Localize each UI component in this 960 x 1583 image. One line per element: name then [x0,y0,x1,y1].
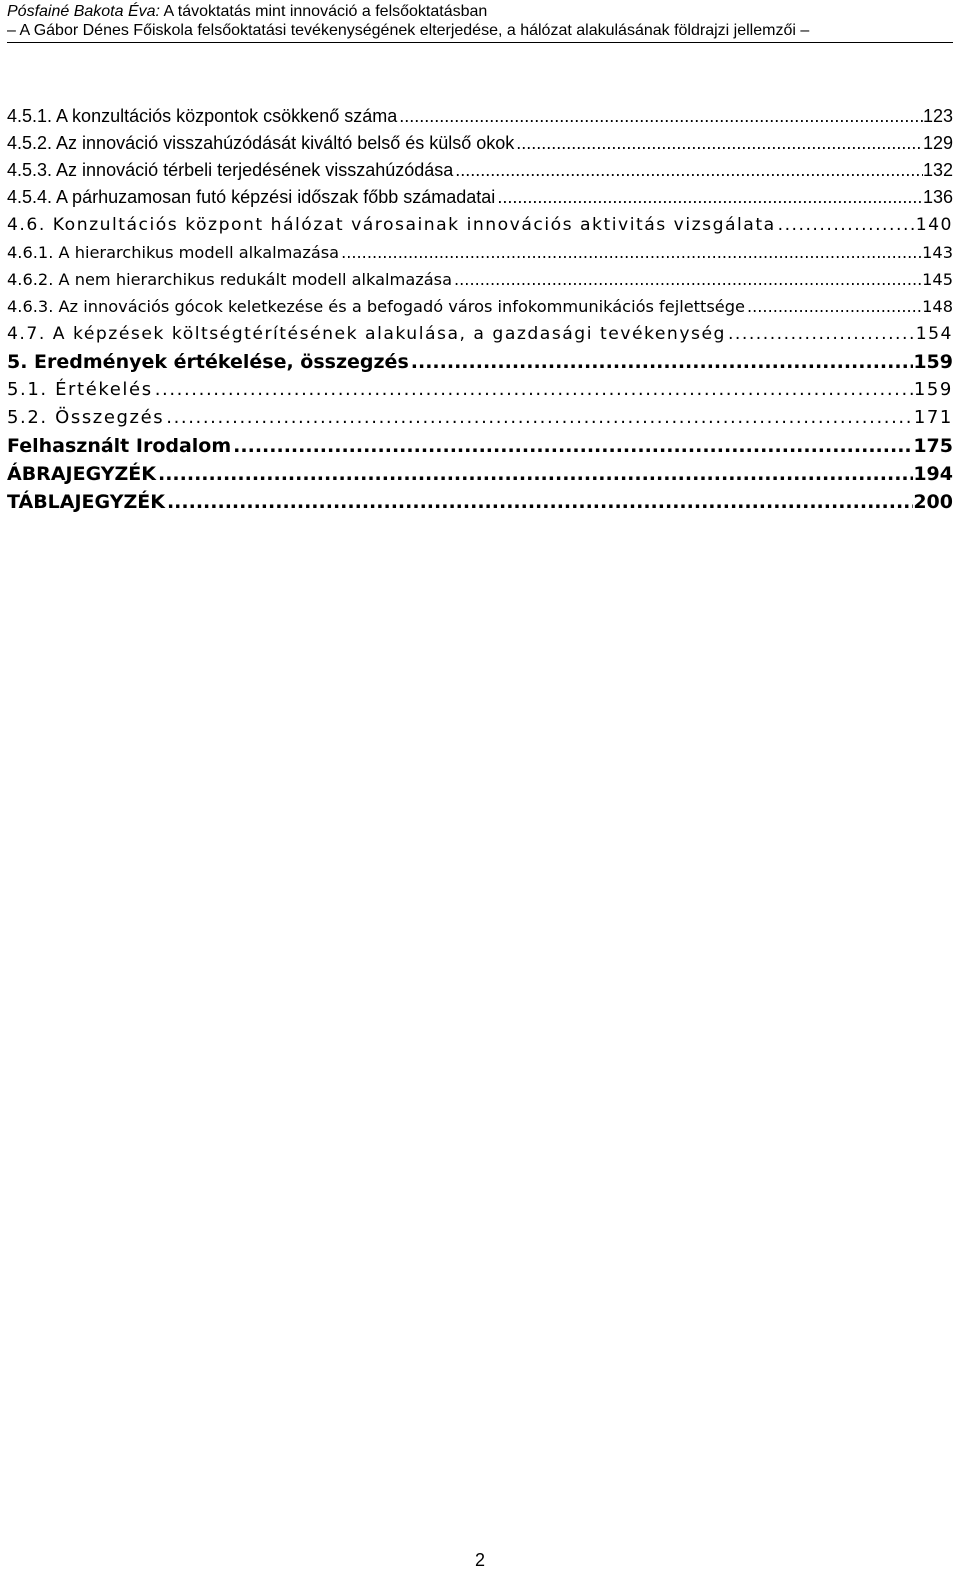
toc-entry-title: 5. Eredmények értékelése, összegzés [7,351,409,373]
header-title: A távoktatás mint innováció a felsőoktatásban [159,3,488,20]
toc-entry-title: 4.6.3. Az innovációs gócok keletkezése és a befogadó város infokommunikációs fejlettsége [7,297,745,316]
toc-dot-leader [455,157,923,184]
toc-entry[interactable] [7,320,953,348]
toc-entry-page: 175 [913,435,953,457]
toc-entry-page: 140 [915,215,953,235]
toc-entry-title: ÁBRAJEGYZÉK [7,463,156,485]
toc-entry[interactable] [7,239,953,266]
toc-entry-page: 143 [922,243,953,262]
header-author: Pósfainé Bakota Éva: [7,3,160,20]
toc-dot-leader [728,320,916,348]
toc-entry-title: 4.5.4. A párhuzamosan futó képzési időszak főbb számadatai [7,187,496,207]
toc-entry-title: 5.2. Összegzés [7,407,165,428]
toc-entry-page: 194 [913,463,953,485]
toc-dot-leader [399,103,923,130]
toc-entry-page: 159 [913,379,953,400]
toc-dot-leader [158,460,913,488]
toc-dot-leader [454,266,922,293]
toc-entry-page: 132 [922,160,953,180]
toc-entry-title: 4.7. A képzések költségtérítésének alakulása, a gazdasági tevékenység [7,324,726,344]
toc-entry-title: 4.6. Konzultációs központ hálózat városainak innovációs aktivitás vizsgálata [7,215,776,235]
toc-entry-page: 171 [913,407,953,428]
toc-entry-title: 5.1. Értékelés [7,379,153,400]
toc-entry[interactable] [7,184,953,211]
toc-entry-page: 148 [922,297,953,316]
running-header [7,2,953,43]
toc-entry-page: 136 [922,187,953,207]
toc-dot-leader [516,130,923,157]
toc-entry-title: TÁBLAJEGYZÉK [7,491,165,513]
header-subtitle: – A Gábor Dénes Főiskola felsőoktatási tevékenységének elterjedése, a hálózat alakulásának földrajzi jellemzői – [7,21,953,43]
toc-entry[interactable] [7,404,953,432]
toc-dot-leader [155,376,914,404]
toc-entry-page: 129 [922,133,953,153]
toc-dot-leader [233,432,913,460]
toc-entry-page: 145 [922,270,953,289]
toc-dot-leader [411,348,914,376]
toc-entry-title: 4.5.3. Az innováció térbeli terjedésének visszahúzódása [7,160,454,180]
toc-entry-page: 123 [922,106,953,126]
toc-entry[interactable] [7,130,953,157]
toc-dot-leader [341,239,922,266]
toc-dot-leader [747,293,922,320]
toc-entry-title: 4.6.1. A hierarchikus modell alkalmazása [7,243,340,262]
toc-entry-title: 4.6.2. A nem hierarchikus redukált modell alkalmazása [7,270,453,289]
toc-entry-title: Felhasznált Irodalom [7,435,232,457]
toc-dot-leader [778,211,916,239]
toc-entry[interactable] [7,266,953,293]
toc-dot-leader [497,184,923,211]
toc-entry[interactable] [7,488,953,516]
toc-entry[interactable] [7,293,953,320]
toc-entry-page: 200 [913,491,953,513]
toc-entry[interactable] [7,376,953,404]
toc-entry-page: 154 [915,324,953,344]
toc-entry[interactable] [7,460,953,488]
toc-dot-leader [166,404,914,432]
toc-entry[interactable] [7,103,953,130]
toc-entry[interactable] [7,348,953,376]
table-of-contents [7,103,953,516]
toc-entry[interactable] [7,432,953,460]
page-number: 2 [474,1550,485,1570]
toc-entry-title: 4.5.2. Az innováció visszahúzódását kiváltó belső és külső okok [7,133,515,153]
toc-entry-title: 4.5.1. A konzultációs központok csökkenő száma [7,106,398,126]
header-title-line [7,2,953,21]
toc-dot-leader [167,488,913,516]
toc-entry[interactable] [7,157,953,184]
toc-entry[interactable] [7,211,953,239]
toc-entry-page: 159 [913,351,953,373]
